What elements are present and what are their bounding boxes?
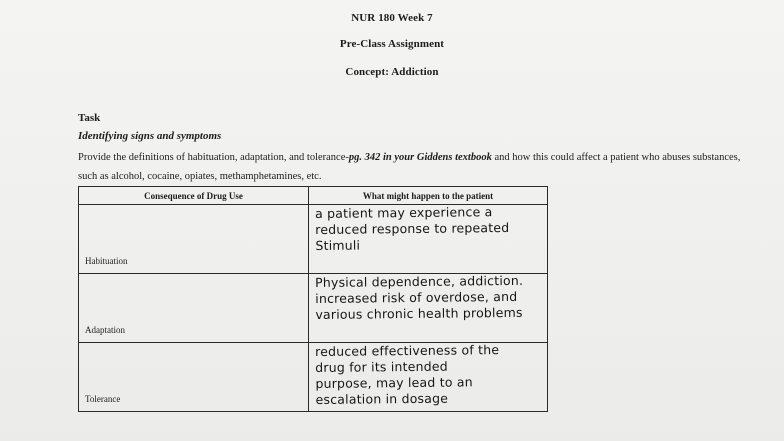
answer-line: Stimuli bbox=[315, 237, 361, 253]
answer-line: various chronic health problems bbox=[315, 304, 523, 322]
row-label-adaptation: Adaptation bbox=[79, 274, 309, 343]
answer-line: a patient may experience a bbox=[315, 204, 493, 221]
row-label-tolerance: Tolerance bbox=[79, 343, 309, 412]
table-row bbox=[79, 343, 548, 412]
prompt-textbook-reference: pg. 342 in your Giddens textbook bbox=[348, 152, 492, 163]
answer-line: reduced effectiveness of the bbox=[315, 342, 500, 359]
task-prompt bbox=[78, 148, 758, 186]
row-label-habituation: Habituation bbox=[79, 205, 309, 274]
handwritten-answer bbox=[315, 204, 510, 254]
table-row bbox=[79, 274, 548, 343]
course-title: NUR 180 Week 7 bbox=[351, 12, 433, 24]
answer-line: reduced response to repeated bbox=[315, 219, 510, 237]
table-header-row bbox=[79, 187, 548, 205]
handwritten-answer bbox=[315, 342, 500, 408]
answer-line: increased risk of overdose, and bbox=[315, 288, 518, 306]
answer-cell-adaptation bbox=[309, 274, 548, 343]
prompt-text-end: and how this could affect a patient who abuses substances, such as alcohol, cocaine, opiates, methamphetamines, etc. bbox=[78, 152, 741, 182]
answer-line: escalation in dosage bbox=[315, 390, 449, 407]
task-subheading: Identifying signs and symptoms bbox=[78, 130, 222, 142]
concept-title: Concept: Addiction bbox=[345, 66, 439, 78]
answer-line: Physical dependence, addiction. bbox=[315, 272, 524, 290]
assignment-title: Pre-Class Assignment bbox=[339, 38, 445, 50]
drug-use-consequence-table bbox=[78, 186, 548, 412]
column-header-patient-effect: What might happen to the patient bbox=[309, 187, 548, 205]
answer-line: purpose, may lead to an bbox=[315, 374, 473, 391]
handwritten-answer bbox=[315, 273, 524, 323]
answer-cell-habituation bbox=[309, 205, 548, 274]
column-header-consequence: Consequence of Drug Use bbox=[79, 187, 309, 205]
prompt-text-start: Provide the definitions of habituation, adaptation, and tolerance- bbox=[78, 152, 349, 163]
answer-cell-tolerance bbox=[309, 343, 548, 412]
table-row bbox=[79, 205, 548, 274]
task-label: Task bbox=[78, 112, 101, 124]
answer-line: drug for its intended bbox=[315, 358, 448, 375]
